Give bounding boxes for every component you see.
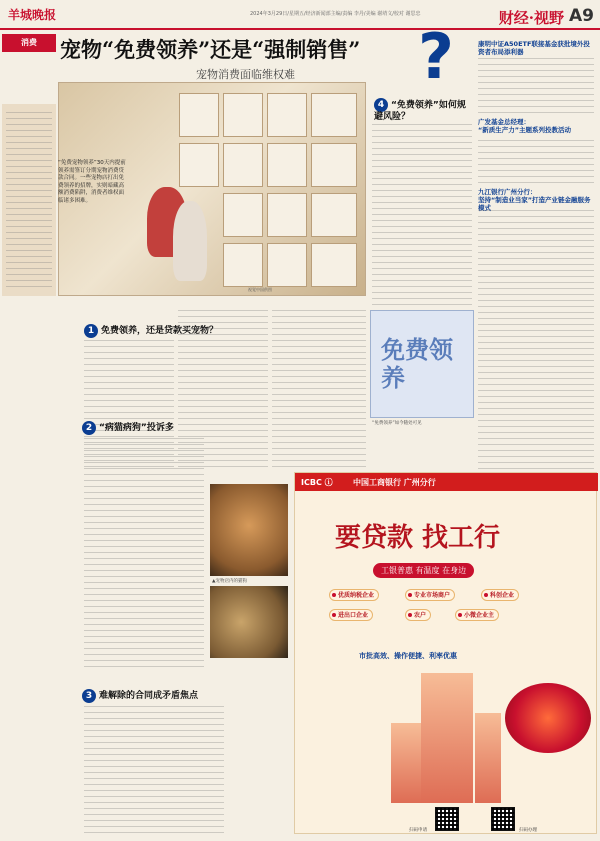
ad-pill: 农户 <box>405 609 431 621</box>
ad-benefits: 市批高效、操作便捷、利率优惠 <box>359 652 457 660</box>
bank-name: 中国工商银行 广州分行 <box>353 478 436 487</box>
dog-photo <box>210 586 288 658</box>
ad-pill: 科创企业 <box>481 589 519 601</box>
cabinet <box>223 243 263 287</box>
qr-label: 扫码办理 <box>519 828 537 833</box>
topic-tag: 消费 <box>2 34 56 52</box>
cabinet <box>223 143 263 187</box>
cabinet <box>267 193 307 237</box>
cabinet <box>179 143 219 187</box>
lion-dance-graphic <box>505 683 591 753</box>
intro-text: “免费宠物领养”30天内提前领养需签订分期宠物消费贷款合同。一些宠物店打出免费领养的招牌，实则暗藏高额消费陷阱，消费者维权面临诸多困难。 <box>58 160 126 204</box>
right-article-text <box>478 210 594 296</box>
icbc-advertisement <box>294 472 597 834</box>
qr-code[interactable] <box>491 807 515 831</box>
right-article-title: 广发基金总经理： “新质生产力”主题系列投教活动 <box>478 118 572 134</box>
section-2-heading: 2 “病猫病狗”投诉多 <box>82 420 174 435</box>
cat-photo <box>210 484 288 576</box>
cabinet <box>311 143 357 187</box>
free-adoption-sign-photo <box>370 310 474 418</box>
cabinet <box>267 143 307 187</box>
left-sidebar-box <box>2 104 56 296</box>
cabinet <box>267 93 307 137</box>
child-figure <box>173 201 207 281</box>
section-4-heading: 4 “免费领养”如何规避风险？ <box>374 100 466 122</box>
ad-pill: 小微企业主 <box>455 609 499 621</box>
section-2-text <box>84 438 204 670</box>
tower-graphic <box>421 673 473 803</box>
section-1-text <box>272 310 366 470</box>
cabinet <box>311 93 357 137</box>
newspaper-logo: 羊城晚报 <box>8 8 57 22</box>
section-4-text <box>372 124 472 306</box>
ad-pill: 优质纳税企业 <box>329 589 379 601</box>
sign-caption: “免费领养”如今随处可见 <box>372 421 422 426</box>
photo-credit: 视觉中国供图 <box>248 287 272 292</box>
right-article-title: 康明中证A50ETF联接基金获批境外投资者布局添利器 <box>478 40 590 56</box>
cabinet <box>179 93 219 137</box>
icbc-logo: ICBC ⓘ <box>301 478 333 487</box>
text-block <box>6 112 52 288</box>
section-3-text <box>84 706 224 834</box>
section-3-heading: 3 难解除的合同成矛盾焦点 <box>82 688 198 703</box>
cabinet <box>223 193 263 237</box>
section-name: 财经·视野 <box>498 9 564 27</box>
building-graphic <box>475 713 501 803</box>
ad-header-bar <box>295 473 598 491</box>
cabinet <box>223 93 263 137</box>
building-graphic <box>391 723 421 803</box>
qr-label: 扫码申请 <box>409 828 427 833</box>
question-mark-graphic: ? <box>418 20 454 93</box>
right-article-title: 九江银行广州分行： 坚持“制造业当家”打造产业链金融服务模式 <box>478 188 591 212</box>
qr-code[interactable] <box>435 807 459 831</box>
headline: 宠物“免费领养”还是“强制销售” <box>60 37 361 62</box>
sign-text: 免费领养 <box>381 336 453 392</box>
cabinet <box>311 243 357 287</box>
ad-slogan: 要贷款 找工行 <box>335 523 501 553</box>
dateline: 2024年3月29日/星期五/经济新闻部主编/责编 李丹/美编 谢靖文/校对 谢思忠 <box>250 11 421 17</box>
ad-subslogan: 工银普惠 有温度 在身边 <box>373 563 474 578</box>
cabinet <box>311 193 357 237</box>
ad-pill: 进出口企业 <box>329 609 373 621</box>
column-text <box>478 300 594 470</box>
subheadline: 宠物消费面临维权难 <box>196 68 295 81</box>
photo-caption: ▲宠物店内的猫狗 <box>212 579 247 584</box>
right-article-text <box>478 140 594 184</box>
cabinet <box>267 243 307 287</box>
page-number: A9 <box>569 6 594 26</box>
section-1-heading: 1 免费领养，还是贷款买宠物？ <box>84 323 218 338</box>
ad-pill: 专业市场商户 <box>405 589 455 601</box>
right-article-text <box>478 58 594 114</box>
page-header <box>0 0 600 30</box>
